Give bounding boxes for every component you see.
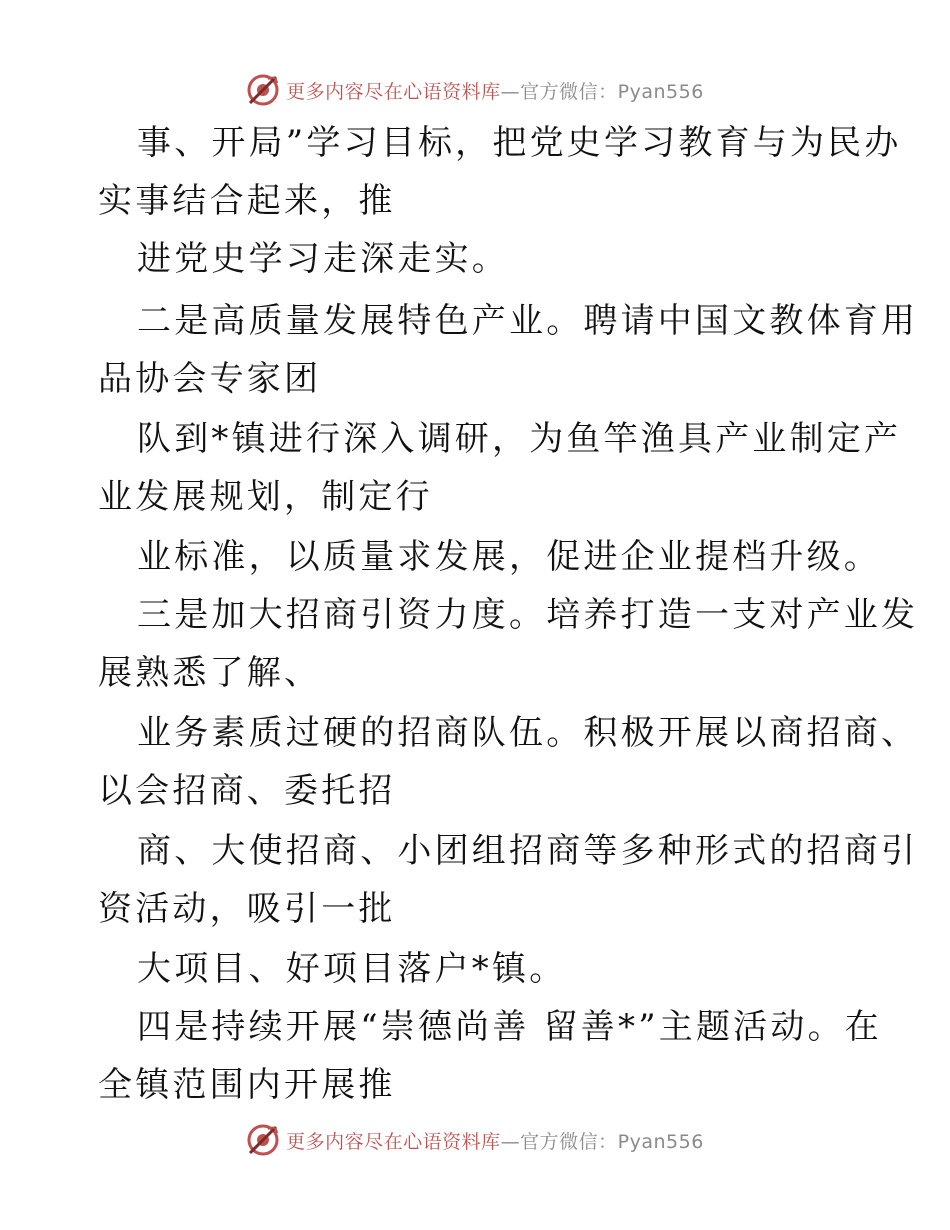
body-line: 业标准，以质量求发展，促进企业提档升级。 — [137, 537, 881, 577]
body-line: 实事结合起来，推 — [98, 181, 396, 221]
brush-logo-icon — [246, 73, 280, 107]
body-line: 二是高质量发展特色产业。聘请中国文教体育用 — [137, 301, 919, 341]
header-watermark — [0, 72, 950, 108]
body-line: 以会招商、委托招 — [98, 771, 396, 811]
header-watermark-main: 更多内容尽在心语资料库 — [286, 80, 501, 103]
header-watermark-text — [286, 77, 704, 104]
body-line: 全镇范围内开展推 — [98, 1065, 396, 1105]
body-line: 四是持续开展“崇德尚善 留善*”主题活动。在 — [137, 1007, 882, 1047]
body-line: 进党史学习走深走实。 — [137, 239, 509, 279]
footer-watermark-text — [286, 1127, 704, 1154]
brush-logo-icon — [246, 1123, 280, 1157]
footer-watermark — [0, 1122, 950, 1158]
body-line: 业务素质过硬的招商队伍。积极开展以商招商、 — [137, 713, 919, 753]
body-line: 业发展规划，制定行 — [98, 477, 433, 517]
header-watermark-dash: — — [500, 80, 521, 103]
body-line: 资活动，吸引一批 — [98, 889, 396, 929]
body-line: 大项目、好项目落户*镇。 — [137, 949, 567, 989]
body-line: 三是加大招商引资力度。培养打造一支对产业发 — [137, 595, 919, 635]
footer-watermark-contact: 官方微信：Pyan556 — [520, 1130, 704, 1153]
body-line: 商、大使招商、小团组招商等多种形式的招商引 — [137, 831, 919, 871]
footer-watermark-main: 更多内容尽在心语资料库 — [286, 1130, 501, 1153]
body-line: 队到*镇进行深入调研，为鱼竿渔具产业制定产 — [137, 419, 902, 459]
body-line: 品协会专家团 — [98, 359, 322, 399]
body-line: 事、开局”学习目标，把党史学习教育与为民办 — [137, 123, 902, 163]
header-watermark-contact: 官方微信：Pyan556 — [520, 80, 704, 103]
body-line: 展熟悉了解、 — [98, 653, 322, 693]
footer-watermark-dash: — — [500, 1130, 521, 1153]
